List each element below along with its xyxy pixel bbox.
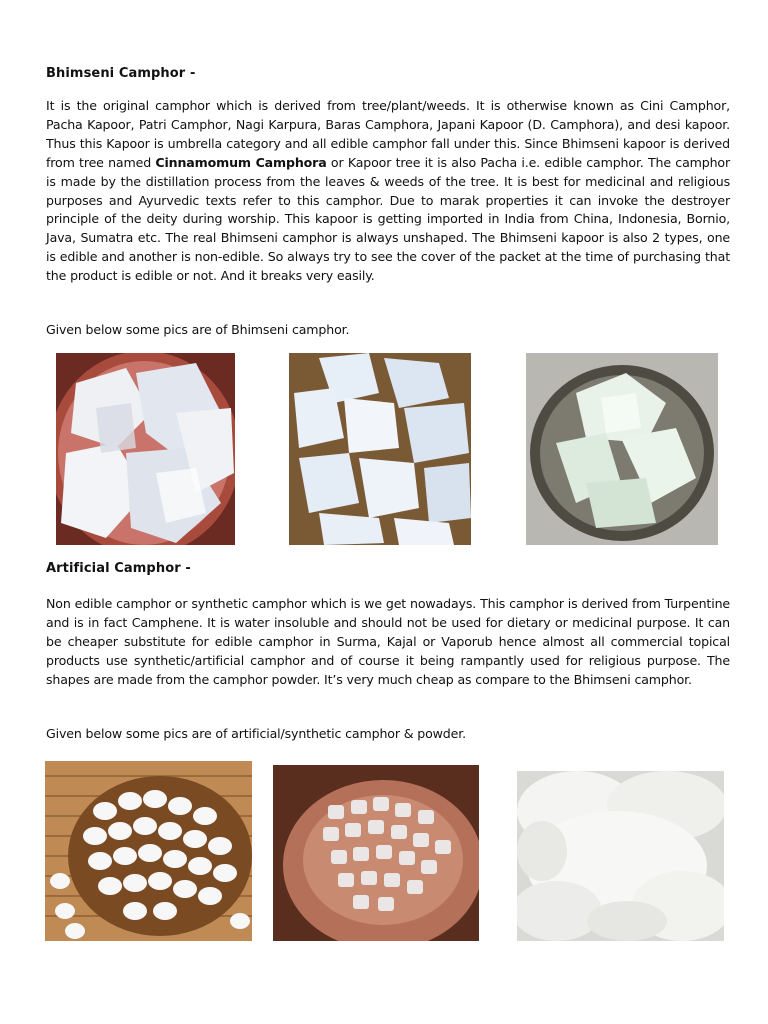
bhimseni-camphor-photo-2 [289, 353, 471, 545]
paragraph-bhimseni-bold: Cinnamomum Camphora [155, 154, 327, 170]
paragraph-bhimseni-part1: It is the original camphor which is derived from tree/plant/weeds. It is otherwise known as Cini Camphor, Pacha Kapoor, Patri Camphor, Nagi Karpura, Baras Camphora, Japani Kapoor (D. Camphora), and desi kapoor. Thus this Kapoor is umbrella category and all edible camphor fall under this. Since Bhimseni kapoor is derived from tree named [46, 98, 730, 170]
paragraph-artificial: Non edible camphor or synthetic camphor which is we get nowadays. This camphor is derived from Turpentine and is in fact Camphene. It is water insoluble and should not be used for dietary or medicinal purpose. It can be cheaper substitute for edible camphor in Surma, Kajal or Vaporub hence almost all commercial topical products use synthetic/artificial camphor and of course it being rampantly used for religious purpose. The shapes are made from the camphor powder. It’s very much cheap as compare to the Bhimseni camphor. [46, 596, 730, 687]
artificial-camphor-photo-2 [273, 765, 479, 941]
bhimseni-camphor-photo-3 [526, 353, 718, 545]
bhimseni-camphor-photo-1 [56, 353, 235, 545]
paragraph-bhimseni-part2: or Kapoor tree it is also Pacha i.e. edible camphor. The camphor is made by the distillation process from the leaves & weeds of the tree. It is best for medicinal and religious purposes and Ayurvedic texts refer to this camphor. Due to marak properties it can invoke the destroyer principle of the deity during worship. This kapoor is getting imported in India from China, Indonesia, Bornio, Java, Sumatra etc. The real Bhimseni camphor is always unshaped. The Bhimseni kapoor is also 2 types, one is edible and another is non-edible. So always try to see the cover of the packet at the time of purchasing that the product is edible or not. And it breaks very easily. [46, 154, 731, 284]
section-heading-bhimseni: Bhimseni Camphor - [46, 66, 196, 81]
paragraph-bhimseni [46, 97, 730, 286]
artificial-camphor-photo-1 [45, 761, 252, 941]
section-heading-artificial: Artificial Camphor - [46, 561, 191, 576]
caption-artificial: Given below some pics are of artificial/synthetic camphor & powder. [46, 726, 466, 741]
caption-bhimseni: Given below some pics are of Bhimseni camphor. [46, 322, 350, 337]
artificial-camphor-photo-3 [517, 771, 724, 941]
